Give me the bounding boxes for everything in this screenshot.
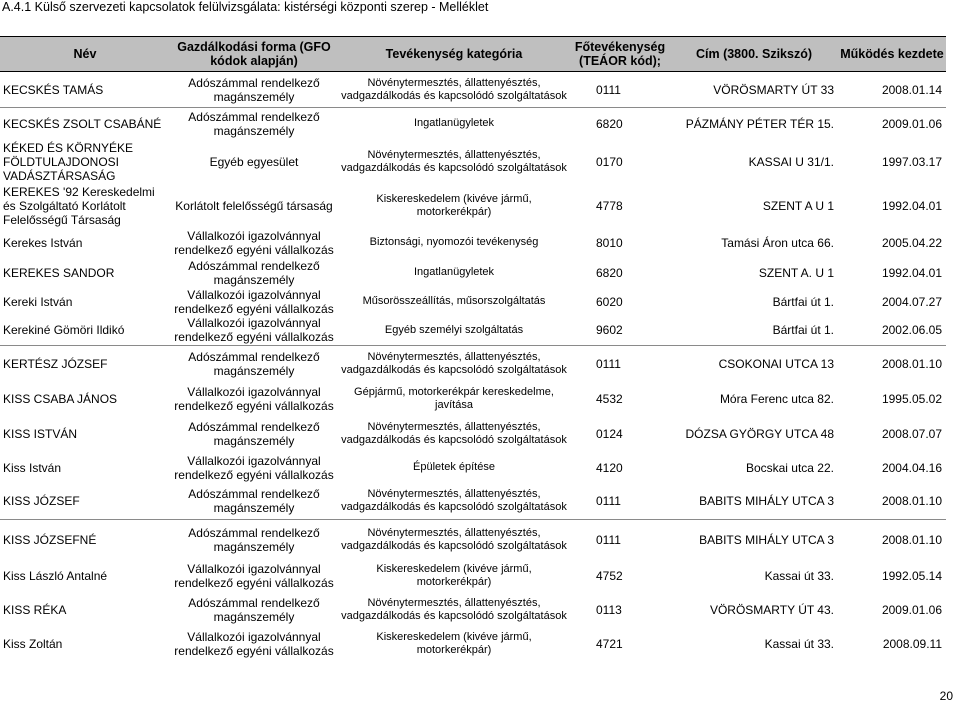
cell-start: 2008.01.10 xyxy=(838,346,946,382)
cell-code: 0170 xyxy=(596,154,623,169)
page-title: A.4.1 Külső szervezeti kapcsolatok felülvizsgálata: kistérségi központi szerep - Melléklet xyxy=(2,0,489,14)
cell-form: Vállalkozói igazolvánnyal rendelkező egyéni vállalkozás xyxy=(174,453,334,482)
cell-category: Épületek építése xyxy=(413,461,495,473)
table-row xyxy=(0,452,946,484)
table-row xyxy=(0,140,946,184)
cell-address: Kassai út 33. xyxy=(764,568,834,583)
cell-form: Egyéb egyesület xyxy=(209,154,299,169)
table-row xyxy=(0,72,946,108)
cell-form: Adószámmal rendelkező magánszemély xyxy=(188,487,320,516)
table-row xyxy=(0,628,946,660)
table-row xyxy=(0,484,946,520)
cell-name: KISS CSABA JÁNOS xyxy=(3,391,118,406)
cell-code: 0111 xyxy=(596,494,621,509)
cell-form: Vállalkozói igazolvánnyal rendelkező egyéni vállalkozás xyxy=(174,228,334,257)
page-number: 20 xyxy=(939,689,953,703)
cell-start: 2005.04.22 xyxy=(881,235,942,250)
cell-start: 1992.04.01 xyxy=(881,198,942,213)
table-row xyxy=(0,346,946,382)
cell-category: Ingatlanügyletek xyxy=(413,266,495,278)
cell-address: CSOKONAI UTCA 13 xyxy=(670,346,838,382)
cell-name: Kiss László Antalné xyxy=(3,568,108,583)
table-row xyxy=(0,108,946,140)
cell-address: VÖRÖSMARTY ÚT 43. xyxy=(709,602,834,617)
cell-code: 0113 xyxy=(596,602,622,617)
cell-code: 0111 xyxy=(570,346,670,382)
cell-code: 6020 xyxy=(596,294,623,309)
cell-code: 8010 xyxy=(596,235,623,250)
cell-form: Adószámmal rendelkező magánszemély xyxy=(170,520,338,560)
cell-address: Bártfai út 1. xyxy=(772,323,834,338)
cell-address: Tamási Áron utca 66. xyxy=(721,235,834,250)
cell-category: Ingatlanügyletek xyxy=(338,108,570,140)
cell-start: 2008.09.11 xyxy=(882,636,942,651)
table-row xyxy=(0,520,946,560)
cell-category: Gépjármű, motorkerékpár kereskedelme, javítása xyxy=(354,385,554,411)
table-header-row xyxy=(0,37,946,72)
cell-address: VÖRÖSMARTY ÚT 33 xyxy=(713,82,834,97)
cell-start: 2008.07.07 xyxy=(881,426,942,441)
cell-start: 2004.04.16 xyxy=(881,460,942,475)
cell-code: 4721 xyxy=(596,636,623,651)
cell-code: 4752 xyxy=(596,568,623,583)
cell-name: Kerekiné Gömöri Ildikó xyxy=(3,323,125,338)
cell-form: Adószámmal rendelkező magánszemély xyxy=(188,75,320,104)
cell-address: Móra Ferenc utca 82. xyxy=(719,391,834,406)
cell-code: 0124 xyxy=(596,426,623,441)
cell-address: BABITS MIHÁLY UTCA 3 xyxy=(670,520,838,560)
cell-start: 2008.01.10 xyxy=(881,494,942,509)
header-address: Cím (3800. Szikszó) xyxy=(670,37,838,72)
table-row xyxy=(0,592,946,628)
company-table xyxy=(0,36,946,660)
cell-name: Kiss Zoltán xyxy=(3,636,63,651)
cell-start: 1995.05.02 xyxy=(881,391,942,406)
cell-category: Növénytermesztés, állattenyésztés, vadgazdálkodás és kapcsolódó szolgáltatások xyxy=(341,76,567,102)
cell-address: SZENT A U 1 xyxy=(762,198,834,213)
cell-name: Kereki István xyxy=(3,294,73,309)
cell-name: KEREKES SANDOR xyxy=(3,265,115,280)
cell-form: Adószámmal rendelkező magánszemély xyxy=(188,595,320,624)
cell-code: 6820 xyxy=(596,265,623,280)
cell-name: KEREKES '92 Kereskedelmi és Szolgáltató Korlátolt Felelősségű Társaság xyxy=(3,184,155,227)
cell-name: KISS ISTVÁN xyxy=(3,426,78,441)
cell-start: 2009.01.06 xyxy=(881,602,942,617)
cell-start: 2002.06.05 xyxy=(881,323,942,338)
cell-category: Kiskereskedelem (kivéve jármű, motorkerékpár) xyxy=(376,630,532,656)
cell-category: Növénytermesztés, állattenyésztés, vadgazdálkodás és kapcsolódó szolgáltatások xyxy=(341,596,567,622)
cell-name: Kiss István xyxy=(3,460,62,475)
cell-address: PÁZMÁNY PÉTER TÉR 15. xyxy=(670,108,838,140)
table-row xyxy=(0,416,946,452)
table-row xyxy=(0,288,946,316)
table-row xyxy=(0,316,946,346)
header-code: Főtevékenység (TEÁOR kód); xyxy=(570,37,670,72)
table-row xyxy=(0,184,946,228)
cell-form: Vállalkozói igazolvánnyal rendelkező egyéni vállalkozás xyxy=(174,561,334,590)
cell-category: Növénytermesztés, állattenyésztés, vadgazdálkodás és kapcsolódó szolgáltatások xyxy=(341,488,567,514)
cell-address: KASSAI U 31/1. xyxy=(748,154,834,169)
header-start: Működés kezdete xyxy=(838,37,946,72)
cell-form: Adószámmal rendelkező magánszemély xyxy=(170,108,338,140)
header-form: Gazdálkodási forma (GFO kódok alapján) xyxy=(170,37,338,72)
cell-category: Kiskereskedelem (kivéve jármű, motorkerékpár) xyxy=(376,562,532,588)
cell-start: 1997.03.17 xyxy=(881,154,942,169)
cell-code: 9602 xyxy=(596,323,623,338)
cell-name: KÉKED ÉS KÖRNYÉKE FÖLDTULAJDONOSI VADÁSZTÁRSASÁG xyxy=(3,140,134,183)
cell-start: 2009.01.06 xyxy=(838,108,946,140)
cell-name: Kerekes István xyxy=(3,235,83,250)
cell-start: 2004.07.27 xyxy=(881,294,942,309)
cell-name: KISS RÉKA xyxy=(3,602,67,617)
cell-code: 6820 xyxy=(570,108,670,140)
cell-category: Növénytermesztés, állattenyésztés, vadgazdálkodás és kapcsolódó szolgáltatások xyxy=(338,520,570,560)
cell-address: Kassai út 33. xyxy=(764,636,834,651)
header-name: Név xyxy=(0,37,170,72)
cell-form: Vállalkozói igazolvánnyal rendelkező egyéni vállalkozás xyxy=(174,384,334,413)
cell-category: Egyéb személyi szolgáltatás xyxy=(384,323,524,336)
cell-code: 4120 xyxy=(596,460,623,475)
cell-start: 2008.01.10 xyxy=(838,520,946,560)
cell-start: 2008.01.14 xyxy=(881,82,942,97)
cell-address: Bocskai utca 22. xyxy=(745,460,834,475)
cell-address: BABITS MIHÁLY UTCA 3 xyxy=(699,494,834,509)
table-row xyxy=(0,560,946,592)
cell-code: 4778 xyxy=(596,198,623,213)
cell-category: Növénytermesztés, állattenyésztés, vadgazdálkodás és kapcsolódó szolgáltatások xyxy=(338,346,570,382)
cell-form: Adószámmal rendelkező magánszemély xyxy=(188,419,320,448)
table-row xyxy=(0,228,946,258)
cell-category: Növénytermesztés, állattenyésztés, vadgazdálkodás és kapcsolódó szolgáltatások xyxy=(341,148,567,174)
cell-name: KECSKÉS TAMÁS xyxy=(3,82,104,97)
cell-address: SZENT A. U 1 xyxy=(758,265,834,280)
cell-form: Vállalkozói igazolvánnyal rendelkező egyéni vállalkozás xyxy=(174,316,334,345)
cell-address: DÓZSA GYÖRGY UTCA 48 xyxy=(685,426,834,441)
table-row xyxy=(0,258,946,288)
cell-name: KISS JÓZSEFNÉ xyxy=(0,520,170,560)
cell-form: Vállalkozói igazolvánnyal rendelkező egyéni vállalkozás xyxy=(174,287,334,316)
cell-form: Korlátolt felelősségű társaság xyxy=(175,198,333,213)
cell-form: Adószámmal rendelkező magánszemély xyxy=(188,258,320,287)
cell-code: 0111 xyxy=(596,82,621,97)
cell-category: Biztonsági, nyomozói tevékenység xyxy=(369,236,539,248)
cell-start: 1992.05.14 xyxy=(881,568,942,583)
cell-form: Vállalkozói igazolvánnyal rendelkező egyéni vállalkozás xyxy=(174,629,334,658)
cell-code: 0111 xyxy=(570,520,670,560)
cell-category: Kiskereskedelem (kivéve jármű, motorkerékpár) xyxy=(376,192,532,218)
cell-address: Bártfai út 1. xyxy=(772,294,834,309)
cell-code: 4532 xyxy=(596,391,623,406)
cell-category: Műsorösszeállítás, műsorszolgáltatás xyxy=(362,295,546,307)
cell-form: Adószámmal rendelkező magánszemély xyxy=(170,346,338,382)
table-row xyxy=(0,382,946,416)
cell-name: KISS JÓZSEF xyxy=(3,494,80,509)
cell-name: KECSKÉS ZSOLT CSABÁNÉ xyxy=(0,108,170,140)
cell-name: KERTÉSZ JÓZSEF xyxy=(0,346,170,382)
cell-category: Növénytermesztés, állattenyésztés, vadgazdálkodás és kapcsolódó szolgáltatások xyxy=(341,420,567,446)
cell-start: 1992.04.01 xyxy=(881,265,942,280)
header-category: Tevékenység kategória xyxy=(338,37,570,72)
